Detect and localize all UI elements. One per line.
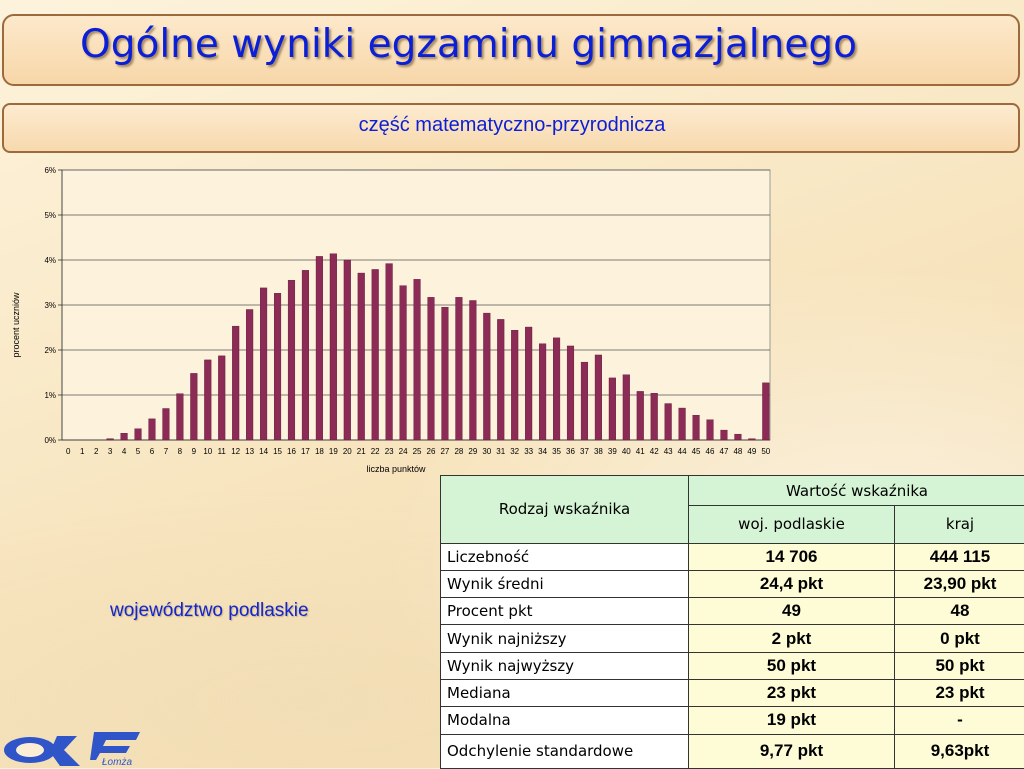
region-label: województwo podlaskie: [110, 600, 309, 622]
table-row: [441, 570, 1024, 597]
x-tick-label: 15: [273, 447, 282, 456]
bar-3: [107, 439, 114, 440]
bar-48: [735, 434, 742, 440]
x-tick-label: 0: [66, 447, 71, 456]
x-tick-label: 11: [218, 447, 227, 456]
bar-15: [274, 293, 281, 440]
row-region-value: 2 pkt: [689, 625, 895, 652]
row-label: Mediana: [441, 680, 689, 707]
row-label: Wynik najniższy: [441, 625, 689, 652]
y-tick-label: 5%: [44, 211, 56, 220]
x-tick-label: 4: [122, 447, 127, 456]
bar-24: [400, 286, 407, 440]
x-tick-label: 35: [552, 447, 561, 456]
row-region-value: 14 706: [689, 543, 895, 570]
x-tick-label: 34: [538, 447, 547, 456]
row-region-value: 9,77 pkt: [689, 734, 895, 768]
bar-5: [135, 429, 142, 440]
y-tick-label: 1%: [44, 391, 56, 400]
row-country-value: 0 pkt: [895, 625, 1024, 652]
row-label: Liczebność: [441, 543, 689, 570]
x-tick-label: 27: [440, 447, 449, 456]
x-tick-label: 18: [315, 447, 324, 456]
bar-32: [511, 330, 518, 440]
x-tick-label: 7: [164, 447, 169, 456]
x-tick-label: 50: [761, 447, 770, 456]
x-tick-label: 23: [385, 447, 394, 456]
y-tick-label: 0%: [44, 436, 56, 445]
statistics-table: [440, 475, 1024, 769]
bar-40: [623, 375, 630, 440]
bar-10: [204, 360, 211, 440]
bar-4: [121, 433, 128, 440]
x-tick-label: 19: [329, 447, 338, 456]
bar-49: [749, 439, 756, 440]
bar-46: [707, 420, 714, 440]
x-tick-label: 20: [343, 447, 352, 456]
x-tick-label: 13: [245, 447, 254, 456]
table-row: [441, 652, 1024, 679]
x-tick-label: 30: [482, 447, 491, 456]
x-tick-label: 36: [566, 447, 575, 456]
x-tick-label: 17: [301, 447, 310, 456]
row-country-value: 50 pkt: [895, 652, 1024, 679]
bar-30: [483, 313, 490, 440]
row-region-value: 49: [689, 598, 895, 625]
bar-28: [456, 297, 463, 440]
row-region-value: 50 pkt: [689, 652, 895, 679]
row-country-value: 23 pkt: [895, 680, 1024, 707]
x-tick-label: 26: [427, 447, 436, 456]
x-tick-label: 28: [454, 447, 463, 456]
x-tick-label: 6: [150, 447, 155, 456]
header-country: kraj: [895, 506, 1024, 543]
y-tick-label: 4%: [44, 256, 56, 265]
x-tick-label: 16: [287, 447, 296, 456]
bar-16: [288, 280, 295, 440]
row-region-value: 24,4 pkt: [689, 570, 895, 597]
logo-k: [50, 736, 80, 766]
x-tick-label: 9: [192, 447, 197, 456]
x-tick-label: 46: [706, 447, 715, 456]
row-region-value: 23 pkt: [689, 680, 895, 707]
row-country-value: 23,90 pkt: [895, 570, 1024, 597]
header-value: Wartość wskaźnika: [689, 476, 1024, 506]
bar-47: [721, 430, 728, 440]
x-tick-label: 44: [678, 447, 687, 456]
bar-29: [470, 301, 477, 441]
row-region-value: 19 pkt: [689, 707, 895, 734]
x-tick-label: 10: [203, 447, 212, 456]
page-title: Ogólne wyniki egzaminu gimnazjalnego: [80, 22, 857, 67]
bar-25: [414, 279, 421, 440]
score-distribution-chart: [0, 158, 790, 478]
bar-38: [595, 355, 602, 440]
bar-17: [302, 270, 309, 440]
bar-50: [762, 383, 769, 440]
x-tick-label: 21: [357, 447, 366, 456]
logo-e: [90, 732, 140, 760]
row-label: Odchylenie standardowe: [441, 734, 689, 768]
bar-26: [428, 297, 435, 440]
x-tick-label: 5: [136, 447, 141, 456]
bar-27: [442, 307, 449, 440]
header-region: woj. podlaskie: [689, 506, 895, 543]
x-tick-label: 45: [692, 447, 701, 456]
logo-oval-inner: [16, 743, 44, 757]
bar-22: [372, 269, 379, 440]
x-tick-label: 39: [608, 447, 617, 456]
x-tick-label: 42: [650, 447, 659, 456]
bar-33: [525, 327, 532, 440]
x-tick-label: 8: [178, 447, 183, 456]
x-tick-label: 41: [636, 447, 645, 456]
x-tick-label: 14: [259, 447, 268, 456]
x-tick-label: 25: [413, 447, 422, 456]
x-tick-label: 1: [80, 447, 85, 456]
x-tick-label: 48: [733, 447, 742, 456]
bar-13: [246, 310, 253, 441]
row-country-value: 9,63pkt: [895, 734, 1024, 768]
x-tick-label: 49: [747, 447, 756, 456]
x-tick-label: 29: [468, 447, 477, 456]
table-row: [441, 625, 1024, 652]
bar-35: [553, 338, 560, 440]
bar-41: [637, 391, 644, 440]
bar-37: [581, 362, 588, 440]
bar-36: [567, 346, 574, 440]
bar-31: [497, 319, 504, 440]
oke-logo: [2, 728, 142, 768]
bar-12: [232, 326, 239, 440]
x-tick-label: 22: [371, 447, 380, 456]
page-subtitle: część matematyczno-przyrodnicza: [0, 114, 1024, 137]
bar-20: [344, 260, 351, 440]
row-label: Procent pkt: [441, 598, 689, 625]
bar-44: [679, 408, 686, 440]
row-label: Modalna: [441, 707, 689, 734]
bar-45: [693, 415, 700, 440]
row-country-value: 48: [895, 598, 1024, 625]
bar-7: [163, 409, 170, 441]
table-row: [441, 543, 1024, 570]
bar-23: [386, 264, 393, 440]
bar-34: [539, 344, 546, 440]
header-indicator: Rodzaj wskaźnika: [441, 476, 689, 544]
x-tick-label: 33: [524, 447, 533, 456]
bar-6: [149, 419, 156, 440]
x-tick-label: 40: [622, 447, 631, 456]
table-row: [441, 707, 1024, 734]
x-tick-label: 47: [720, 447, 729, 456]
table-row: [441, 734, 1024, 768]
x-tick-label: 37: [580, 447, 589, 456]
x-tick-label: 12: [231, 447, 240, 456]
x-tick-label: 31: [496, 447, 505, 456]
y-tick-label: 2%: [44, 346, 56, 355]
row-country-value: 444 115: [895, 543, 1024, 570]
row-label: Wynik najwyższy: [441, 652, 689, 679]
bar-18: [316, 256, 323, 440]
bar-42: [651, 393, 658, 440]
x-axis-label: liczba punktów: [366, 464, 426, 474]
y-tick-label: 6%: [44, 166, 56, 175]
y-tick-label: 3%: [44, 301, 56, 310]
row-label: Wynik średni: [441, 570, 689, 597]
x-tick-label: 2: [94, 447, 99, 456]
bar-19: [330, 254, 337, 440]
x-tick-label: 32: [510, 447, 519, 456]
y-axis-label: procent uczniów: [11, 292, 21, 358]
bar-21: [358, 273, 365, 440]
bar-9: [190, 373, 197, 440]
x-tick-label: 3: [108, 447, 113, 456]
table-row: [441, 680, 1024, 707]
row-country-value: -: [895, 707, 1024, 734]
x-tick-label: 43: [664, 447, 673, 456]
x-tick-label: 24: [399, 447, 408, 456]
bar-11: [218, 356, 225, 440]
x-tick-label: 38: [594, 447, 603, 456]
bar-43: [665, 404, 672, 440]
table-row: [441, 598, 1024, 625]
bar-39: [609, 378, 616, 440]
bar-14: [260, 288, 267, 440]
logo-text: Łomża: [102, 757, 132, 768]
bar-8: [177, 394, 184, 440]
